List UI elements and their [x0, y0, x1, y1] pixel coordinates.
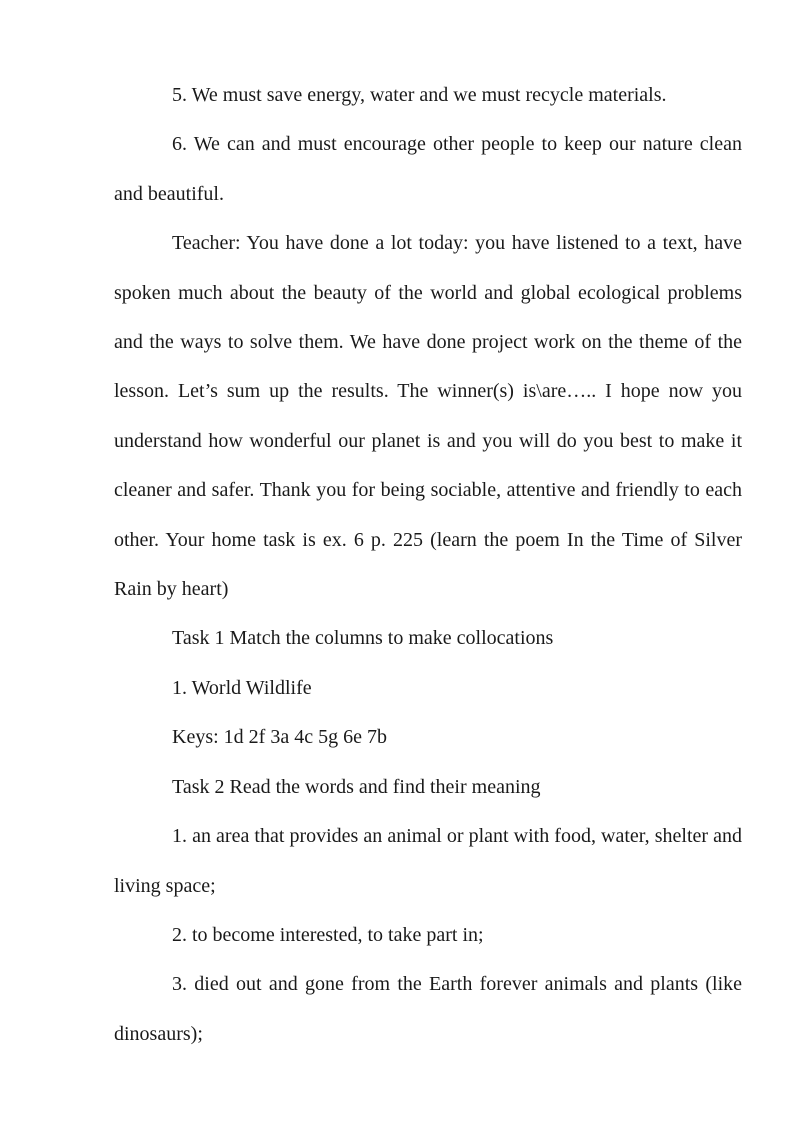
task-1-keys: Keys: 1d 2f 3a 4c 5g 6e 7b [172, 726, 387, 749]
task-2-item-1: 1. an area that provides an animal or plant with food, water, shelter and living space; [114, 825, 742, 897]
paragraph-item-6: 6. We can and must encourage other people to keep our nature clean and beautiful. [114, 133, 742, 205]
task-1-item-1: 1. World Wildlife [172, 676, 312, 699]
task-1-heading: Task 1 Match the columns to make collocations [172, 627, 554, 650]
document-body [114, 71, 742, 1059]
task-2-heading: Task 2 Read the words and find their meaning [172, 775, 541, 798]
paragraph-teacher-speech: Teacher: You have done a lot today: you have listened to a text, have spoken much about the beauty of the world and global ecological problems and the ways to solve them. We have done project work on the theme of the lesson. Let’s sum up the results. The winner(s) is\are….. I hope now you understand how wonderful our planet is and you will do you best to make it cleaner and safer. Thank you for being sociable, attentive and friendly to each other. Your home task is ex. 6 p. 225 (learn the poem In the Time of Silver Rain by heart) [114, 232, 742, 601]
task-2-item-2: 2. to become interested, to take part in; [172, 923, 484, 946]
task-2-item-3: 3. died out and gone from the Earth forever animals and plants (like dinosaurs); [114, 973, 742, 1045]
paragraph-item-5: 5. We must save energy, water and we must recycle materials. [172, 84, 667, 106]
